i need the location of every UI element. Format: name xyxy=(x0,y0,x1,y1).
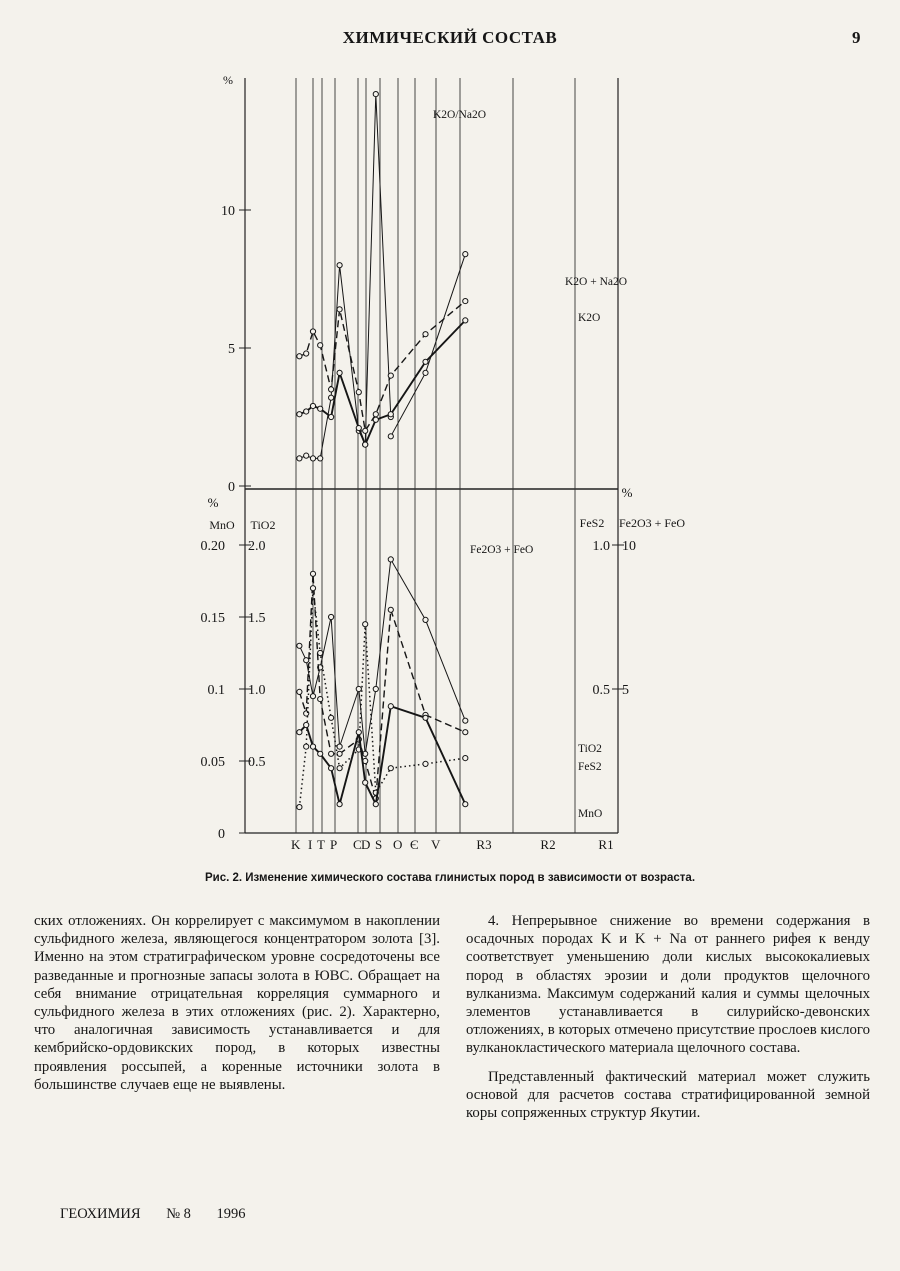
footer-journal: ГЕОХИМИЯ xyxy=(60,1206,141,1222)
upper-point xyxy=(310,329,315,334)
fes2-tick-label: 0.5 xyxy=(592,683,610,698)
lower-point xyxy=(329,715,334,720)
page-footer xyxy=(60,1206,268,1223)
upper-point xyxy=(356,390,361,395)
lower-point xyxy=(329,751,334,756)
lower-point xyxy=(310,586,315,591)
lower-point xyxy=(329,614,334,619)
lower-point xyxy=(318,751,323,756)
age-label-1: I xyxy=(308,837,313,852)
lower-point xyxy=(423,715,428,720)
upper-point xyxy=(329,387,334,392)
lower-point xyxy=(463,802,468,807)
lower-point xyxy=(373,686,378,691)
upper-tick-label: 10 xyxy=(221,204,235,219)
fe-tick-label: 5 xyxy=(622,683,629,698)
upper-point xyxy=(304,351,309,356)
page-number: 9 xyxy=(852,28,861,47)
upper-point xyxy=(463,298,468,303)
upper-point xyxy=(337,307,342,312)
label-mno: MnO xyxy=(578,808,603,820)
age-label-7: O xyxy=(393,837,403,852)
lower-point xyxy=(356,730,361,735)
age-label-6: S xyxy=(375,837,383,852)
upper-point xyxy=(423,370,428,375)
lower-point xyxy=(297,643,302,648)
lower-point xyxy=(423,617,428,622)
lower-point xyxy=(388,766,393,771)
tio2-tick-label: 0.5 xyxy=(248,755,266,770)
age-label-8: Є xyxy=(410,837,419,852)
upper-point xyxy=(304,453,309,458)
lower-point xyxy=(356,686,361,691)
age-label-5: D xyxy=(361,837,371,852)
lower-point xyxy=(310,571,315,576)
lower-point xyxy=(463,730,468,735)
upper-point xyxy=(337,263,342,268)
age-label-11: R2 xyxy=(540,837,556,852)
age-label-2: T xyxy=(317,837,325,852)
running-title: ХИМИЧЕСКИЙ СОСТАВ xyxy=(342,28,558,47)
upper-unit-label: % xyxy=(223,73,233,87)
age-label-9: V xyxy=(431,837,441,852)
age-label-0: K xyxy=(291,837,301,852)
tio2-tick-label: 1.5 xyxy=(248,611,266,626)
axis-label-fe: Fe2O3 + FeO xyxy=(618,516,686,530)
upper-point xyxy=(297,456,302,461)
lower-unit-left: % xyxy=(207,495,219,510)
lower-point xyxy=(423,761,428,766)
lower-point xyxy=(297,689,302,694)
lower-point xyxy=(329,766,334,771)
fe-tick-label: 10 xyxy=(622,539,636,554)
upper-point xyxy=(363,428,368,433)
fes2-tick-label: 1.0 xyxy=(592,539,610,554)
upper-point xyxy=(310,456,315,461)
upper-point xyxy=(388,373,393,378)
tio2-tick-label: 2.0 xyxy=(248,539,266,554)
left-column xyxy=(34,912,440,1094)
upper-point xyxy=(363,442,368,447)
lower-point xyxy=(304,658,309,663)
upper-point xyxy=(388,412,393,417)
upper-series-2 xyxy=(299,320,465,444)
upper-point xyxy=(423,332,428,337)
lower-point xyxy=(463,756,468,761)
mno-tick-label: 0.15 xyxy=(200,611,225,626)
upper-point xyxy=(297,412,302,417)
right-paragraph-1: 4. Непрерывное снижение во времени содержания в осадочных породах K и K + Na от раннего рифея к венду соответствует уменьшению доли кислых высококалиевых пород в областях эрозии и доли продуктов щелочного вулканизма. Максимум содержаний калия и суммы щелочных элементов устанавливается в силурийско-девонских отложениях, в которых отмечено присутствие прослоев кислого вулканокластического материала щелочного состава. xyxy=(466,913,870,1057)
left-paragraph: ских отложениях. Он коррелирует с максимумом в накоплении сульфидного железа, являющегося концентратором золота [3]. Именно на этом стратиграфическом уровне сосредоточены все разведанные и прогнозные запасы золота в ЮВС. Обращает на себя внимание отрицательная корреляция суммарного и сульфидного железа в этих отложениях (рис. 2). Характерно, что аналогичная зависимость устанавливается и для кембрийско-ордовикских пород, в которых известны проявления россыпей, а коренные источники золота в большинстве случаев еще не выявлены. xyxy=(34,913,440,1093)
figure-caption: Рис. 2. Изменение химического состава глинистых пород в зависимости от возраста. xyxy=(204,872,696,884)
mno-tick-label: 0.1 xyxy=(207,683,225,698)
lower-unit-right: % xyxy=(621,485,633,500)
lower-point xyxy=(337,751,342,756)
age-label-10: R3 xyxy=(476,837,492,852)
upper-point xyxy=(318,343,323,348)
upper-point xyxy=(304,409,309,414)
axis-label-mno: MnO xyxy=(209,518,235,532)
right-paragraph-2: Представленный фактический материал может служить основой для расчетов состава стратифицированной земной коры сопряженных структур Якутии. xyxy=(466,1068,870,1122)
lower-point xyxy=(310,694,315,699)
label-tio2: TiO2 xyxy=(578,743,602,755)
age-label-12: R1 xyxy=(598,837,614,852)
upper-tick-label: 0 xyxy=(228,480,235,495)
upper-point xyxy=(463,318,468,323)
label-fe2o3-feo: Fe2O3 + FeO xyxy=(470,544,534,556)
upper-point xyxy=(318,456,323,461)
footer-issue: № 8 xyxy=(166,1206,191,1222)
upper-series-3 xyxy=(391,254,466,436)
age-label-3: P xyxy=(330,837,338,852)
mno-tick-label: 0.20 xyxy=(200,539,225,554)
lower-point xyxy=(310,744,315,749)
tio2-tick-label: 1.0 xyxy=(248,683,266,698)
lower-point xyxy=(388,557,393,562)
lower-point xyxy=(388,607,393,612)
axis-label-tio2: TiO2 xyxy=(250,518,276,532)
lower-point xyxy=(388,704,393,709)
lower-point xyxy=(297,804,302,809)
lower-point xyxy=(304,744,309,749)
upper-point xyxy=(337,370,342,375)
upper-point xyxy=(329,395,334,400)
upper-point xyxy=(463,252,468,257)
lower-point xyxy=(337,744,342,749)
label-fes2: FeS2 xyxy=(578,761,602,773)
lower-point xyxy=(337,766,342,771)
lower-point xyxy=(463,718,468,723)
mno-tick-label: 0 xyxy=(218,827,225,842)
label-k2o: K2O xyxy=(578,312,601,324)
mno-tick-label: 0.05 xyxy=(200,755,225,770)
upper-point xyxy=(423,359,428,364)
lower-point xyxy=(297,730,302,735)
lower-point xyxy=(363,780,368,785)
upper-point xyxy=(318,406,323,411)
lower-series-2 xyxy=(299,588,465,807)
upper-point xyxy=(373,417,378,422)
upper-point xyxy=(388,434,393,439)
lower-point xyxy=(373,802,378,807)
label-k2o-na2o-ratio: K2O/Na2O xyxy=(433,109,487,121)
upper-tick-label: 5 xyxy=(228,342,235,357)
upper-point xyxy=(373,91,378,96)
lower-point xyxy=(363,622,368,627)
lower-point xyxy=(318,650,323,655)
upper-point xyxy=(356,425,361,430)
lower-point xyxy=(337,802,342,807)
axis-label-fes2: FeS2 xyxy=(579,516,605,530)
upper-point xyxy=(310,403,315,408)
lower-point xyxy=(318,696,323,701)
upper-point xyxy=(297,354,302,359)
upper-point xyxy=(329,414,334,419)
age-label-4: C xyxy=(353,837,362,852)
footer-year: 1996 xyxy=(216,1206,246,1222)
lower-point xyxy=(304,722,309,727)
label-k2o-plus-na2o: K2O + Na2O xyxy=(565,276,628,288)
upper-point xyxy=(373,412,378,417)
right-column xyxy=(466,912,870,1122)
